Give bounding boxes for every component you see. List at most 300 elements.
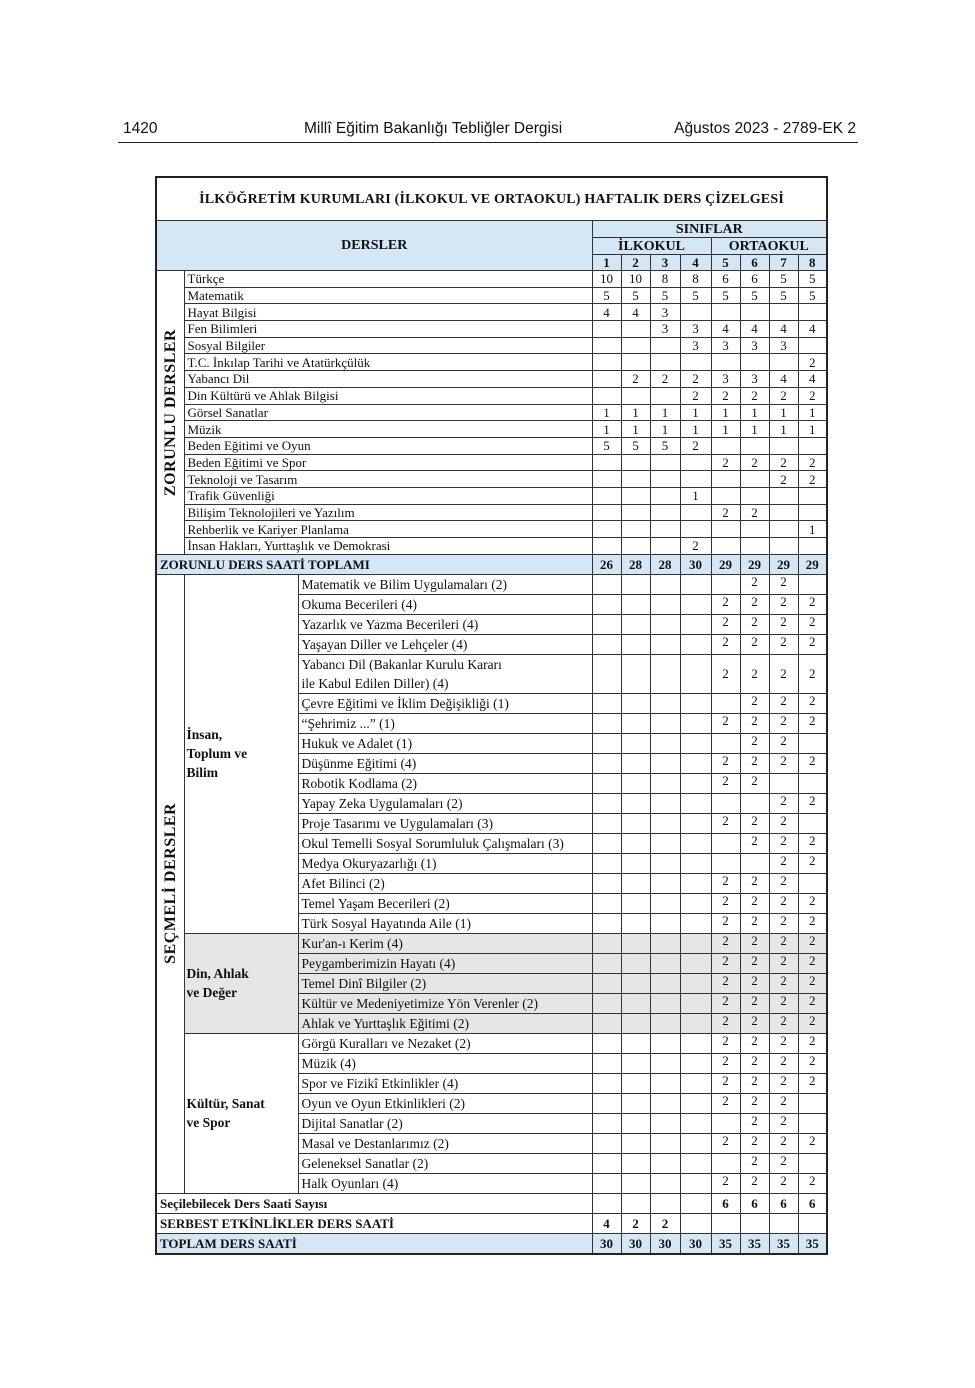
hours-cell	[592, 487, 621, 504]
hours-cell	[592, 387, 621, 404]
hours-cell	[621, 1053, 650, 1073]
hours-cell: 4	[798, 371, 827, 388]
hours-cell: 2	[769, 1033, 798, 1053]
hours-cell: 3	[711, 337, 740, 354]
table-row	[156, 538, 827, 555]
elective-name	[298, 1153, 592, 1173]
elective-name	[298, 1013, 592, 1033]
hours-cell	[621, 387, 650, 404]
ortaokul-header: ORTAOKUL	[711, 238, 827, 255]
hours-cell: 1	[798, 521, 827, 538]
hours-cell	[680, 1133, 711, 1153]
elective-name-text: Halk Oyunları (4)	[301, 1175, 399, 1191]
table-row	[156, 521, 827, 538]
hours-cell	[798, 1213, 827, 1233]
hours-cell	[621, 793, 650, 813]
hours-cell	[650, 654, 680, 693]
hours-cell: 2	[740, 614, 769, 634]
hours-cell: 2	[711, 1073, 740, 1093]
hours-cell	[680, 833, 711, 853]
hours-cell: 2	[798, 753, 827, 773]
hours-cell	[621, 753, 650, 773]
grade-header: 1	[592, 255, 621, 271]
hours-cell: 2	[740, 1073, 769, 1093]
hours-cell	[592, 733, 621, 753]
hours-cell	[592, 913, 621, 933]
hours-cell: 2	[711, 893, 740, 913]
hours-cell	[621, 337, 650, 354]
hours-cell: 2	[769, 973, 798, 993]
hours-cell	[680, 634, 711, 654]
hours-cell: 5	[711, 287, 740, 304]
hours-cell: 1	[769, 404, 798, 421]
hours-cell: 1	[621, 404, 650, 421]
hours-cell: 2	[711, 813, 740, 833]
hours-cell	[592, 504, 621, 521]
grand-total-row	[156, 1233, 827, 1254]
hours-cell: 2	[798, 853, 827, 873]
elective-name-text: Ahlak ve Yurttaşlık Eğitimi (2)	[301, 1015, 469, 1031]
table-row	[156, 1033, 827, 1053]
hours-cell	[592, 1093, 621, 1113]
table-row	[156, 933, 827, 953]
hours-cell	[680, 454, 711, 471]
hours-cell: 2	[711, 953, 740, 973]
hours-cell	[621, 654, 650, 693]
hours-cell: 2	[740, 873, 769, 893]
hours-cell: 2	[798, 713, 827, 733]
course-name: Rehberlik ve Kariyer Planlama	[184, 521, 592, 538]
hours-cell: 3	[680, 321, 711, 338]
hours-cell: 2	[798, 933, 827, 953]
hours-cell: 3	[680, 337, 711, 354]
hours-cell	[592, 853, 621, 873]
hours-cell	[592, 538, 621, 555]
hours-cell: 2	[740, 813, 769, 833]
hours-cell	[680, 471, 711, 488]
hours-cell	[740, 521, 769, 538]
hours-cell: 1	[680, 487, 711, 504]
hours-cell: 3	[740, 337, 769, 354]
table-title: İLKÖĞRETİM KURUMLARI (İLKOKUL VE ORTAOKUL) HAFTALIK DERS ÇİZELGESİ	[156, 177, 827, 221]
hours-cell: 2	[740, 733, 769, 753]
hours-cell	[680, 813, 711, 833]
elective-name	[298, 693, 592, 713]
hours-cell	[650, 873, 680, 893]
hours-cell: 2	[798, 654, 827, 693]
hours-cell	[621, 614, 650, 634]
hours-cell	[680, 733, 711, 753]
elective-name	[298, 973, 592, 993]
total-label: TOPLAM DERS SAATİ	[156, 1233, 592, 1254]
hours-cell	[798, 1113, 827, 1133]
hours-cell: 3	[650, 321, 680, 338]
elective-name	[298, 1173, 592, 1193]
hours-cell	[592, 873, 621, 893]
hours-cell	[650, 813, 680, 833]
hours-cell: 26	[592, 554, 621, 574]
course-name: Sosyal Bilgiler	[184, 337, 592, 354]
hours-cell	[650, 337, 680, 354]
table-row	[156, 271, 827, 288]
hours-cell: 2	[740, 693, 769, 713]
elective-name-text: Spor ve Fizikî Etkinlikler (4)	[301, 1075, 459, 1091]
hours-cell	[650, 733, 680, 753]
elective-name	[298, 1033, 592, 1053]
total-label: Seçilebilecek Ders Saati Sayısı	[156, 1193, 592, 1213]
hours-cell	[798, 813, 827, 833]
hours-cell	[769, 354, 798, 371]
hours-cell	[650, 793, 680, 813]
hours-cell	[650, 1013, 680, 1033]
hours-cell	[650, 1193, 680, 1213]
hours-cell	[650, 773, 680, 793]
hours-cell: 2	[769, 833, 798, 853]
table-row	[156, 354, 827, 371]
hours-cell: 1	[680, 404, 711, 421]
hours-cell	[769, 437, 798, 454]
course-name: Fen Bilimleri	[184, 321, 592, 338]
total-label: SERBEST ETKİNLİKLER DERS SAATİ	[156, 1213, 592, 1233]
hours-cell: 2	[711, 873, 740, 893]
hours-cell	[740, 853, 769, 873]
hours-cell	[680, 893, 711, 913]
hours-cell: 3	[650, 304, 680, 321]
elective-name-text: Afet Bilinci (2)	[301, 875, 385, 891]
hours-cell	[798, 873, 827, 893]
hours-cell	[740, 437, 769, 454]
hours-cell: 5	[621, 287, 650, 304]
hours-cell: 2	[740, 594, 769, 614]
hours-cell: 2	[798, 1173, 827, 1193]
hours-cell	[680, 1013, 711, 1033]
hours-cell	[621, 813, 650, 833]
table-row	[156, 337, 827, 354]
hours-cell: 2	[798, 1073, 827, 1093]
hours-cell	[621, 853, 650, 873]
hours-cell: 2	[711, 753, 740, 773]
total-label: ZORUNLU DERS SAATİ TOPLAMI	[156, 554, 592, 574]
hours-cell: 2	[798, 1053, 827, 1073]
hours-cell	[798, 538, 827, 555]
table-row	[156, 437, 827, 454]
hours-cell	[680, 1073, 711, 1093]
hours-cell	[650, 1153, 680, 1173]
hours-cell: 2	[740, 1093, 769, 1113]
hours-cell	[650, 354, 680, 371]
hours-cell: 29	[769, 554, 798, 574]
group-label-line: Bilim	[186, 765, 219, 781]
hours-cell	[740, 487, 769, 504]
hours-cell: 30	[680, 554, 711, 574]
hours-cell	[592, 371, 621, 388]
hours-cell: 2	[798, 1033, 827, 1053]
elective-name	[298, 793, 592, 813]
hours-cell: 2	[769, 953, 798, 973]
hours-cell: 35	[711, 1233, 740, 1254]
hours-cell: 6	[740, 271, 769, 288]
course-name: Beden Eğitimi ve Spor	[184, 454, 592, 471]
hours-cell	[592, 833, 621, 853]
hours-cell	[621, 733, 650, 753]
hours-cell	[740, 538, 769, 555]
hours-cell	[621, 574, 650, 594]
hours-cell: 6	[798, 1193, 827, 1213]
hours-cell	[621, 1153, 650, 1173]
table-row	[156, 471, 827, 488]
group-label	[184, 1033, 298, 1193]
elective-name-text: Oyun ve Oyun Etkinlikleri (2)	[301, 1095, 465, 1111]
hours-cell	[592, 1053, 621, 1073]
elective-name	[298, 933, 592, 953]
elective-name-text: Yabancı Dil (Bakanlar Kurulu Kararı	[301, 656, 502, 672]
hours-cell	[621, 487, 650, 504]
free-activities-row	[156, 1213, 827, 1233]
hours-cell	[592, 321, 621, 338]
hours-cell: 4	[769, 321, 798, 338]
hours-cell	[621, 521, 650, 538]
hours-cell: 2	[711, 993, 740, 1013]
hours-cell: 6	[711, 271, 740, 288]
hours-cell	[650, 753, 680, 773]
hours-cell: 2	[798, 354, 827, 371]
hours-cell	[798, 487, 827, 504]
hours-cell	[621, 1073, 650, 1093]
course-name: Teknoloji ve Tasarım	[184, 471, 592, 488]
hours-cell: 2	[740, 387, 769, 404]
hours-cell: 1	[740, 404, 769, 421]
hours-cell: 2	[711, 1093, 740, 1113]
hours-cell: 2	[769, 853, 798, 873]
hours-cell	[621, 354, 650, 371]
hours-cell	[680, 1173, 711, 1193]
hours-cell	[798, 773, 827, 793]
hours-cell	[740, 304, 769, 321]
hours-cell	[680, 713, 711, 733]
hours-cell	[798, 1093, 827, 1113]
hours-cell	[711, 1153, 740, 1173]
hours-cell	[650, 853, 680, 873]
elective-name-text: Hukuk ve Adalet (1)	[301, 735, 413, 751]
hours-cell	[769, 773, 798, 793]
hours-cell: 2	[680, 371, 711, 388]
elective-name-text: Geleneksel Sanatlar (2)	[301, 1155, 429, 1171]
elective-name-text: Müzik (4)	[301, 1055, 356, 1071]
hours-cell	[650, 1133, 680, 1153]
hours-cell: 2	[769, 454, 798, 471]
hours-cell: 2	[769, 614, 798, 634]
elective-name-text: “Şehrimiz ...” (1)	[301, 715, 395, 731]
hours-cell	[592, 953, 621, 973]
hours-cell: 2	[711, 594, 740, 614]
hours-cell: 28	[650, 554, 680, 574]
secmeli-section-label: SEÇMELİ DERSLER	[156, 574, 184, 1193]
hours-cell	[592, 1073, 621, 1093]
hours-cell: 2	[711, 387, 740, 404]
hours-cell	[650, 538, 680, 555]
elective-name	[298, 634, 592, 654]
elective-name	[298, 953, 592, 973]
hours-cell: 2	[740, 773, 769, 793]
course-name: İnsan Hakları, Yurttaşlık ve Demokrasi	[184, 538, 592, 555]
hours-cell: 2	[769, 733, 798, 753]
hours-cell: 2	[740, 753, 769, 773]
hours-cell	[798, 437, 827, 454]
hours-cell: 2	[740, 973, 769, 993]
hours-cell: 1	[711, 404, 740, 421]
hours-cell: 2	[769, 387, 798, 404]
hours-cell: 2	[711, 614, 740, 634]
hours-cell: 1	[650, 404, 680, 421]
elective-name-text: Masal ve Destanlarımız (2)	[301, 1135, 449, 1151]
hours-cell: 4	[740, 321, 769, 338]
hours-cell	[621, 1033, 650, 1053]
hours-cell	[592, 793, 621, 813]
hours-cell	[592, 1173, 621, 1193]
hours-cell: 2	[711, 504, 740, 521]
hours-cell	[650, 454, 680, 471]
course-name: Türkçe	[184, 271, 592, 288]
elective-name-text: Robotik Kodlama (2)	[301, 775, 417, 791]
hours-cell: 2	[740, 454, 769, 471]
hours-cell: 2	[769, 1093, 798, 1113]
hours-cell	[592, 1113, 621, 1133]
hours-cell: 2	[740, 713, 769, 733]
hours-cell: 2	[740, 1053, 769, 1073]
course-name: Matematik	[184, 287, 592, 304]
hours-cell	[592, 634, 621, 654]
hours-cell	[711, 793, 740, 813]
hours-cell	[680, 773, 711, 793]
hours-cell	[680, 521, 711, 538]
hours-cell	[798, 337, 827, 354]
hours-cell	[680, 304, 711, 321]
elective-name	[298, 614, 592, 634]
hours-cell: 5	[798, 271, 827, 288]
hours-cell: 35	[769, 1233, 798, 1254]
hours-cell: 2	[740, 574, 769, 594]
hours-cell	[592, 693, 621, 713]
hours-cell: 1	[592, 421, 621, 438]
hours-cell: 6	[740, 1193, 769, 1213]
hours-cell	[621, 1133, 650, 1153]
hours-cell: 2	[769, 793, 798, 813]
hours-cell	[680, 953, 711, 973]
table-row	[156, 574, 827, 594]
hours-cell	[680, 354, 711, 371]
hours-cell	[621, 833, 650, 853]
grade-header: 2	[621, 255, 650, 271]
hours-cell	[650, 973, 680, 993]
elective-name-text: Peygamberimizin Hayatı (4)	[301, 955, 456, 971]
hours-cell: 6	[711, 1193, 740, 1213]
hours-cell	[769, 504, 798, 521]
hours-cell: 8	[680, 271, 711, 288]
hours-cell: 2	[769, 873, 798, 893]
hours-cell	[592, 1133, 621, 1153]
hours-cell: 1	[740, 421, 769, 438]
course-name: Trafik Güvenliği	[184, 487, 592, 504]
table-row	[156, 421, 827, 438]
hours-cell: 3	[769, 337, 798, 354]
hours-cell	[680, 933, 711, 953]
hours-cell: 2	[740, 1013, 769, 1033]
hours-cell	[621, 893, 650, 913]
elective-name-text: Temel Yaşam Becerileri (2)	[301, 895, 450, 911]
hours-cell	[680, 873, 711, 893]
elective-name	[298, 873, 592, 893]
hours-cell: 2	[711, 1013, 740, 1033]
hours-cell: 2	[740, 913, 769, 933]
hours-cell	[798, 574, 827, 594]
hours-cell: 2	[740, 833, 769, 853]
hours-cell	[650, 933, 680, 953]
hours-cell: 2	[740, 953, 769, 973]
hours-cell: 10	[592, 271, 621, 288]
hours-cell: 2	[711, 1173, 740, 1193]
hours-cell: 5	[680, 287, 711, 304]
hours-cell	[798, 504, 827, 521]
elective-name	[298, 753, 592, 773]
hours-cell	[650, 913, 680, 933]
hours-cell	[680, 913, 711, 933]
hours-cell: 2	[798, 913, 827, 933]
hours-cell	[711, 354, 740, 371]
elective-name-text: Yazarlık ve Yazma Becerileri (4)	[301, 616, 479, 632]
hours-cell: 5	[769, 287, 798, 304]
hours-cell: 2	[769, 594, 798, 614]
hours-cell: 2	[711, 933, 740, 953]
hours-cell: 2	[680, 538, 711, 555]
hours-cell	[621, 321, 650, 338]
elective-name	[298, 1093, 592, 1113]
hours-cell: 3	[711, 371, 740, 388]
hours-cell: 2	[769, 693, 798, 713]
course-name: T.C. İnkılap Tarihi ve Atatürkçülük	[184, 354, 592, 371]
grade-header: 5	[711, 255, 740, 271]
elective-name-text: Temel Dinî Bilgiler (2)	[301, 975, 427, 991]
group-label-line: ve Spor	[186, 1115, 231, 1131]
elective-name-text: Kültür ve Medeniyetimize Yön Verenler (2)	[301, 995, 539, 1011]
hours-cell	[680, 574, 711, 594]
hours-cell	[740, 471, 769, 488]
hours-cell	[711, 833, 740, 853]
hours-cell: 2	[680, 387, 711, 404]
elective-name-text: Proje Tasarımı ve Uygulamaları (3)	[301, 815, 493, 831]
hours-cell	[650, 1053, 680, 1073]
elective-name	[298, 1113, 592, 1133]
hours-cell	[621, 594, 650, 614]
hours-cell	[740, 793, 769, 813]
hours-cell	[592, 521, 621, 538]
hours-cell	[650, 487, 680, 504]
page-header	[118, 118, 858, 143]
hours-cell: 6	[769, 1193, 798, 1213]
hours-cell: 2	[769, 933, 798, 953]
elective-name	[298, 993, 592, 1013]
hours-cell: 5	[592, 437, 621, 454]
course-name: Müzik	[184, 421, 592, 438]
table-row	[156, 321, 827, 338]
hours-cell: 2	[711, 1133, 740, 1153]
dersler-header: DERSLER	[156, 221, 592, 271]
table-row	[156, 487, 827, 504]
elective-name-text: Yapay Zeka Uygulamaları (2)	[301, 795, 463, 811]
hours-cell	[621, 1093, 650, 1113]
hours-cell	[621, 1113, 650, 1133]
hours-cell: 2	[769, 634, 798, 654]
hours-cell	[621, 933, 650, 953]
